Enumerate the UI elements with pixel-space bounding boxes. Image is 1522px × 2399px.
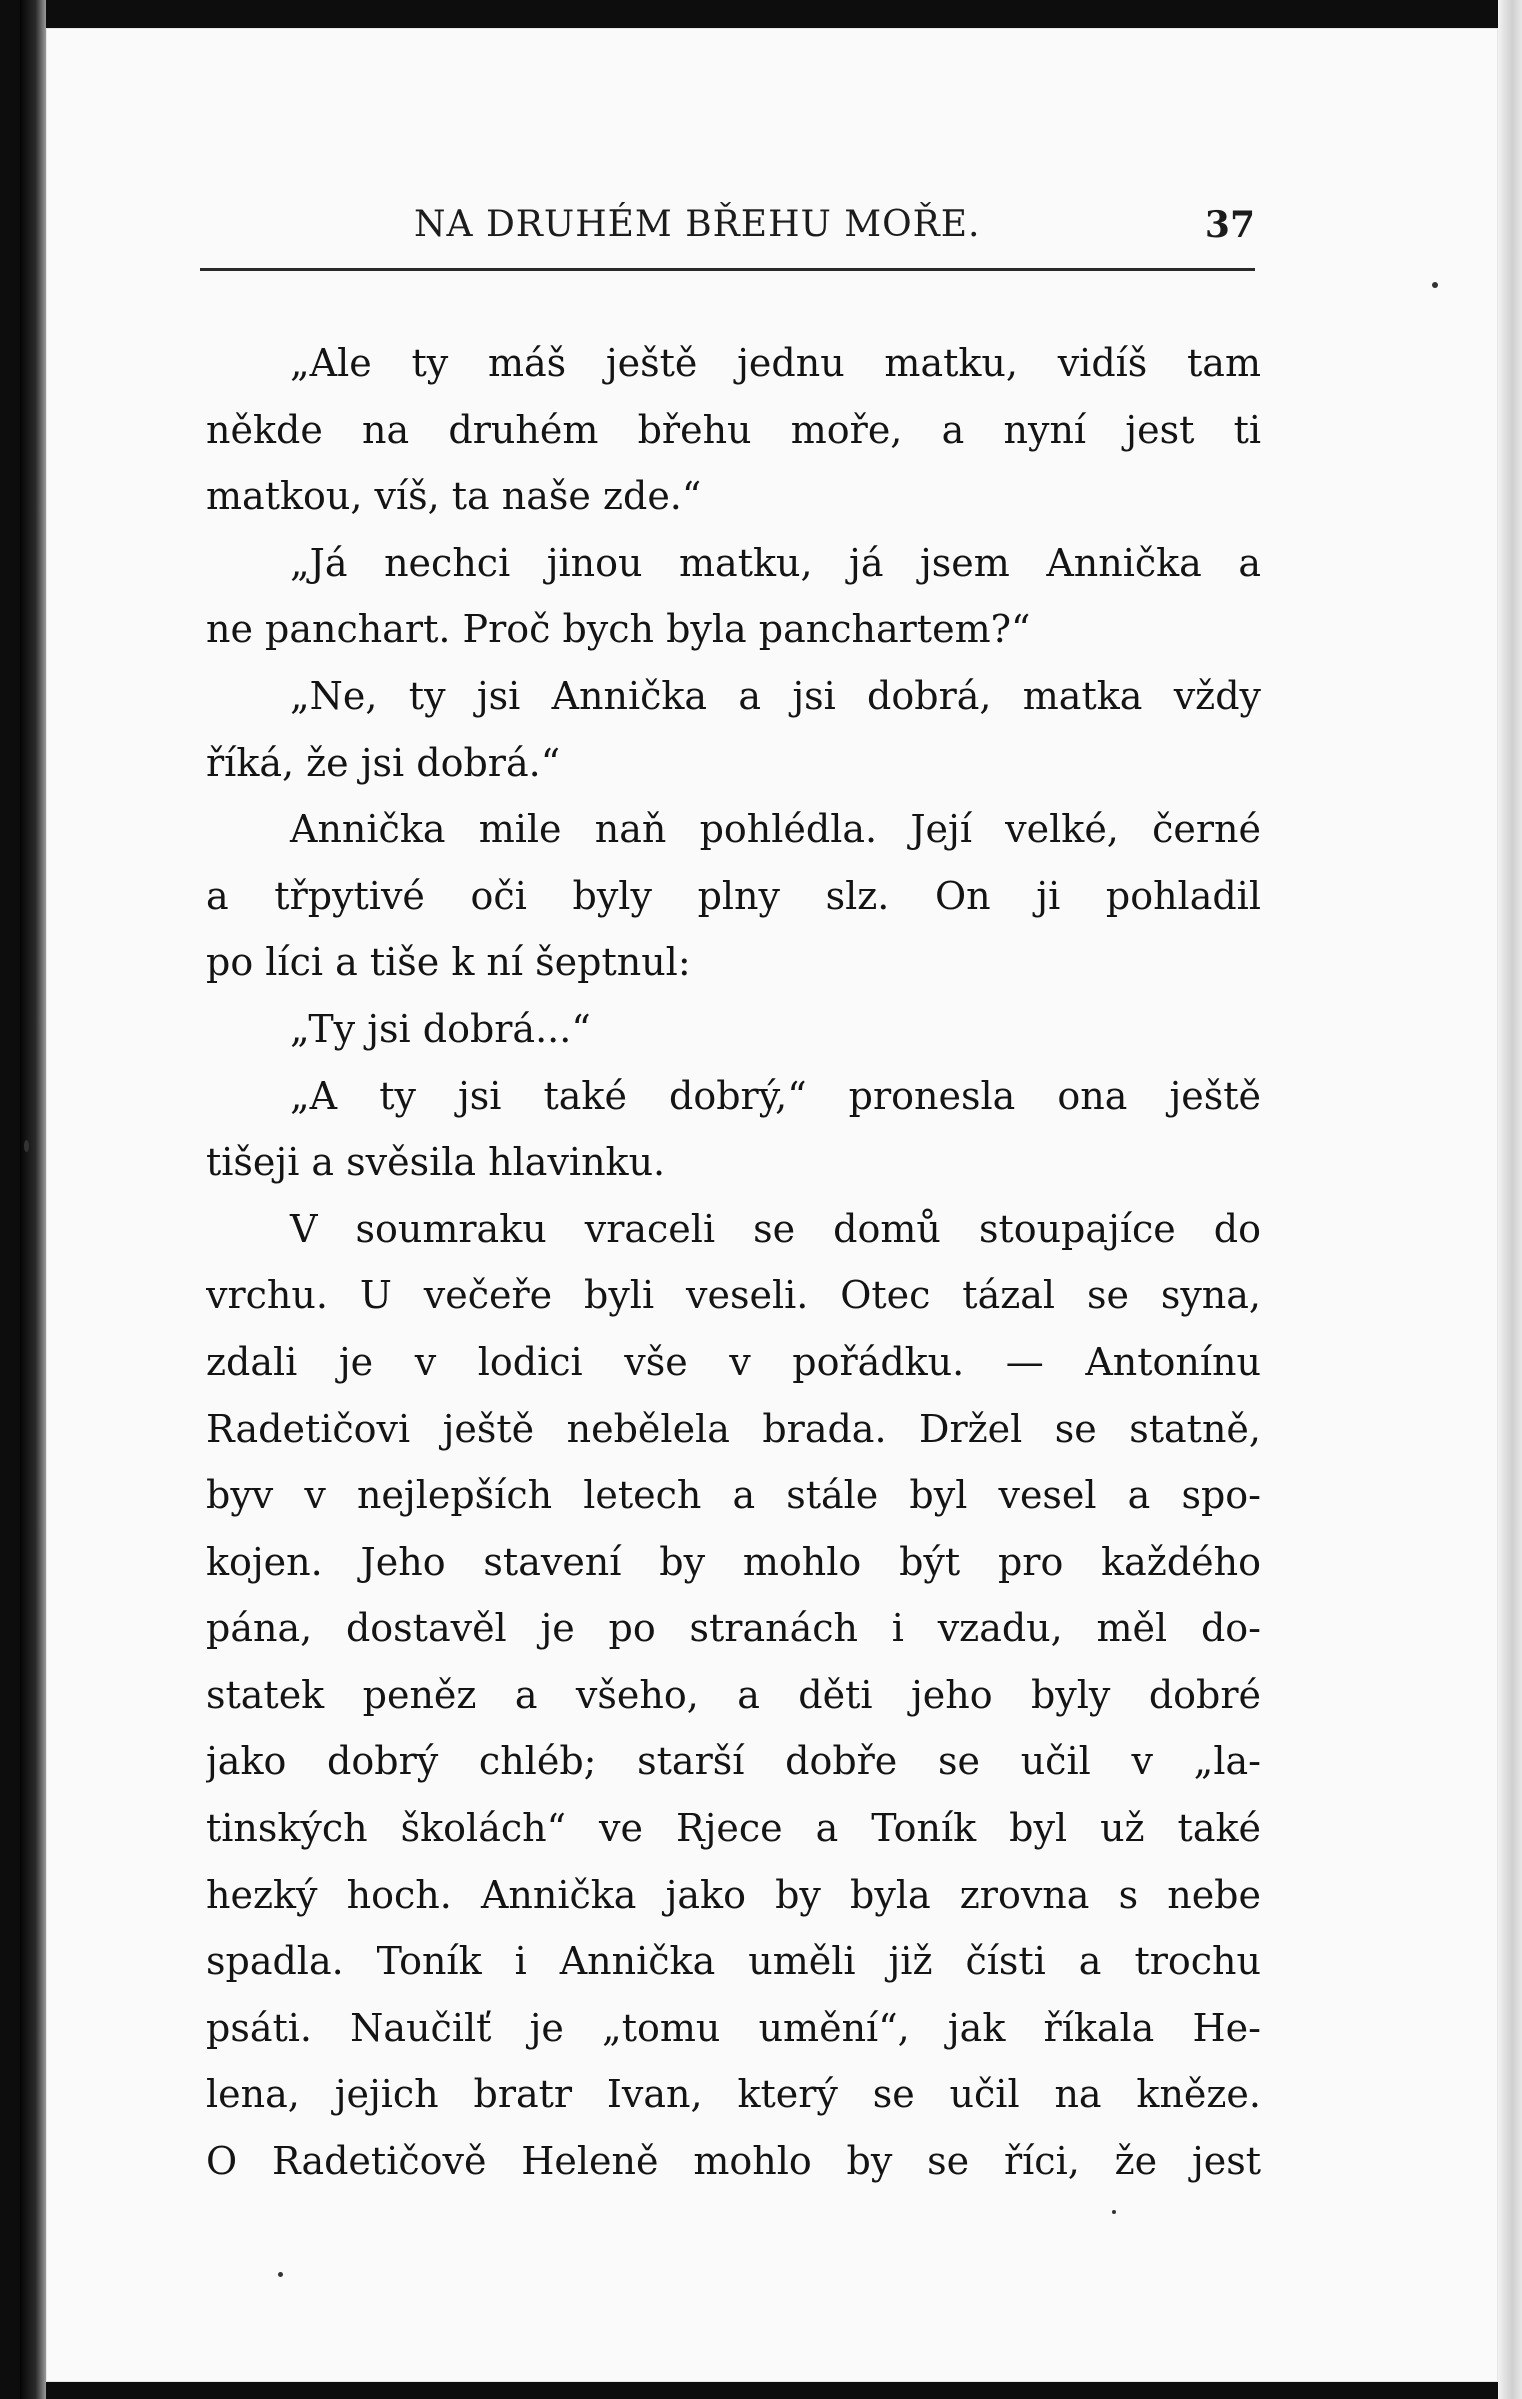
text-line: psáti. Naučilť je „tomu umění“, jak říkala He- — [206, 2005, 1261, 2050]
text-line: tišeji a svěsila hlavinku. — [206, 1140, 666, 1185]
page-left-edge — [20, 0, 46, 2399]
text-line: hezký hoch. Annička jako by byla zrovna s nebe — [206, 1872, 1261, 1917]
text-line: „Ty jsi dobrá...“ — [290, 1006, 591, 1051]
text-line: O Radetičově Heleně mohlo by se říci, že jest — [206, 2139, 1261, 2184]
text-line: po líci a tiše k ní šeptnul: — [206, 940, 691, 985]
text-line: V soumraku vraceli se domů stoupajíce do — [290, 1206, 1261, 1251]
text-line: kojen. Jeho stavení by mohlo být pro každého — [206, 1539, 1261, 1584]
text-line: ne panchart. Proč bych byla panchartem?“ — [206, 607, 1031, 652]
text-line: matkou, víš, ta naše zde.“ — [206, 474, 702, 519]
text-line: někde na druhém břehu moře, a nyní jest ti — [206, 407, 1261, 452]
text-line: „Ne, ty jsi Annička a jsi dobrá, matka vždy — [290, 673, 1261, 718]
running-header — [200, 196, 1255, 271]
text-line: vrchu. U večeře byli veseli. Otec tázal se syna, — [206, 1273, 1261, 1318]
text-line: lena, jejich bratr Ivan, který se učil na kněze. — [206, 2072, 1261, 2117]
page-right-edge — [1498, 0, 1522, 2399]
text-line: říká, že jsi dobrá.“ — [206, 740, 561, 785]
running-title: NA DRUHÉM BŘEHU MOŘE. — [414, 204, 981, 245]
text-line: spadla. Toník i Annička uměli již čísti a trochu — [206, 1939, 1261, 1984]
text-line: statek peněz a všeho, a děti jeho byly dobré — [206, 1672, 1261, 1717]
text-line: jako dobrý chléb; starší dobře se učil v „la- — [206, 1739, 1261, 1784]
page-number: 37 — [1204, 204, 1255, 246]
text-line: tinských školách“ ve Rjece a Toník byl už také — [206, 1806, 1261, 1851]
scan-speck — [24, 1140, 29, 1152]
text-line: pána, dostavěl je po stranách i vzadu, měl do- — [206, 1606, 1261, 1651]
text-line: „Ale ty máš ještě jednu matku, vidíš tam — [290, 341, 1261, 385]
text-line: „A ty jsi také dobrý,“ pronesla ona ještě — [290, 1073, 1261, 1118]
text-line: a třpytivé oči byly plny slz. On ji pohladil — [206, 873, 1261, 918]
text-line: zdali je v lodici vše v pořádku. — Antonínu — [206, 1339, 1261, 1384]
scan-speck — [1112, 2210, 1116, 2214]
scan-speck — [278, 2272, 283, 2277]
text-line: Annička mile naň pohlédla. Její velké, černé — [290, 807, 1261, 852]
text-line: „Já nechci jinou matku, já jsem Annička a — [290, 540, 1261, 585]
scan-speck — [1432, 282, 1438, 288]
body-text — [206, 330, 1261, 2195]
text-line: Radetičovi ještě nebělela brada. Držel se statně, — [206, 1406, 1261, 1451]
text-line: byv v nejlepších letech a stále byl vesel a spo- — [206, 1473, 1261, 1518]
